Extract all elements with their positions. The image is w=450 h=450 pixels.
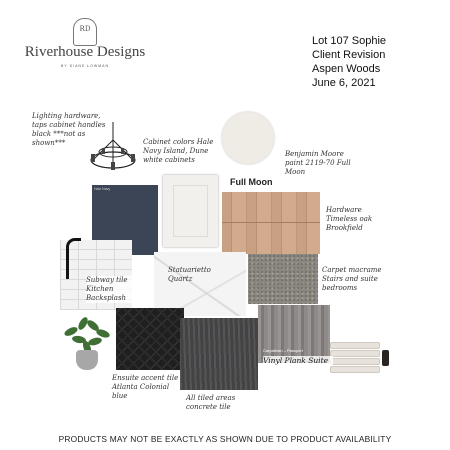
full-moon-label: Full Moon bbox=[230, 177, 273, 187]
oak-wood-sample bbox=[222, 192, 320, 254]
quartz-sample bbox=[154, 252, 246, 316]
vinyl-plank-sample bbox=[258, 305, 330, 363]
wood-seam bbox=[222, 222, 320, 223]
soap-bottle-image bbox=[382, 350, 389, 366]
hale-navy-label: Hale Navy bbox=[94, 187, 111, 191]
potted-plant-leaves bbox=[60, 318, 116, 354]
brand-monogram-logo bbox=[73, 18, 97, 46]
note-paint: Benjamin Moore paint 2119-70 Full Moon bbox=[285, 150, 351, 176]
project-date: June 6, 2021 bbox=[312, 77, 376, 89]
note-ensuite-tile: Ensuite accent tile Atlanta Colonial blue bbox=[112, 374, 179, 400]
white-cabinet-sample bbox=[163, 175, 218, 247]
carpathian-label: Carpathian – Passport bbox=[263, 348, 303, 353]
carpet-sample bbox=[248, 254, 318, 304]
note-subway: Subway tile Kitchen Backsplash bbox=[86, 276, 148, 303]
plant-pot bbox=[76, 350, 98, 370]
towel-stack-image bbox=[330, 342, 380, 372]
project-community: Aspen Woods bbox=[312, 63, 381, 75]
note-hardware: Hardware Timeless oak Brookfield bbox=[326, 206, 373, 232]
project-status: Client Revision bbox=[312, 49, 386, 61]
brand-byline: BY DIANE LOWMAN bbox=[61, 64, 109, 68]
cabinet-door-panel bbox=[173, 185, 208, 237]
note-carpet: Carpet macrame Stairs and suite bedrooms bbox=[322, 266, 382, 292]
black-faucet-image bbox=[66, 238, 81, 279]
availability-disclaimer: PRODUCTS MAY NOT BE EXACTLY AS SHOWN DUE TO PRODUCT AVAILABILITY bbox=[58, 434, 392, 444]
note-quartz: Statuarietto Quartz bbox=[168, 266, 211, 283]
note-concrete: All tiled areas concrete tile bbox=[186, 394, 236, 411]
note-cabinet-colors: Cabinet colors Hale Navy Island, Dune white cabinets bbox=[143, 138, 214, 164]
concrete-tile-sample bbox=[180, 318, 258, 390]
note-lighting: Lighting hardware, taps cabinet handles black ***not as shown*** bbox=[32, 112, 106, 147]
project-lot: Lot 107 Sophie bbox=[312, 35, 387, 47]
note-vinyl: Vinyl Plank Suite bbox=[263, 356, 333, 365]
full-moon-paint-circle bbox=[222, 112, 274, 164]
monogram-text: RD bbox=[79, 25, 91, 33]
ensuite-accent-tile-sample bbox=[116, 308, 184, 370]
brand-name: Riverhouse Designs bbox=[24, 44, 146, 60]
project-info bbox=[312, 34, 386, 90]
